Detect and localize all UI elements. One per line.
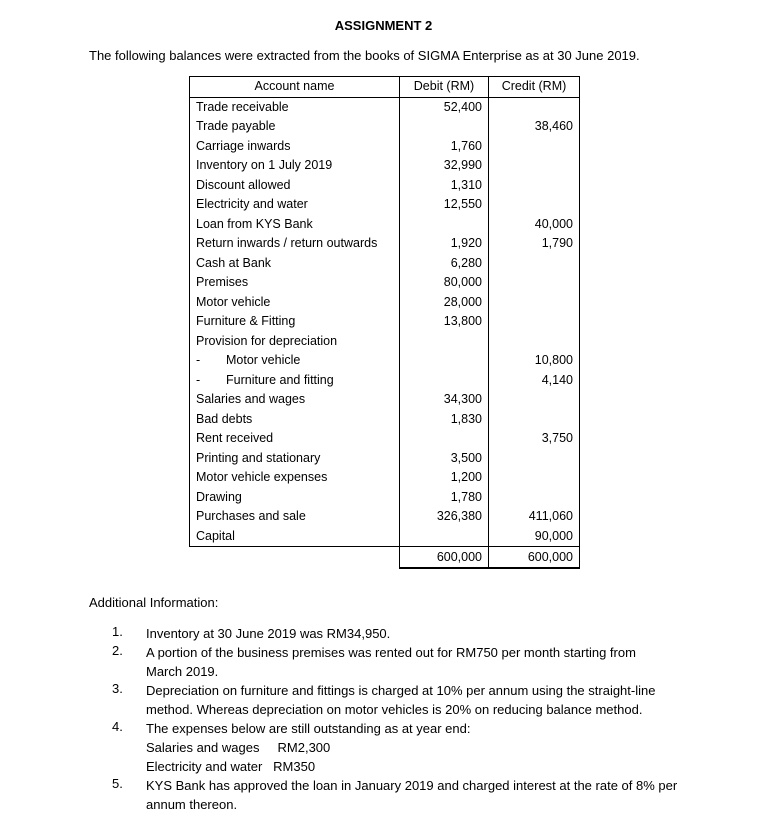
debit-cell: [400, 215, 489, 235]
account-name: Drawing: [196, 489, 242, 504]
table-row: [190, 527, 580, 547]
table-row: [190, 468, 580, 488]
table-row: [190, 254, 580, 274]
credit-cell: [489, 97, 580, 117]
account-name-cell: [190, 97, 400, 117]
table-row: [190, 410, 580, 430]
account-name-cell: [190, 429, 400, 449]
credit-cell: [489, 488, 580, 508]
assignment-title: ASSIGNMENT 2: [334, 18, 433, 33]
account-name-cell: [190, 234, 400, 254]
account-name-cell: [190, 312, 400, 332]
table-row: [190, 332, 580, 352]
account-name: Inventory on 1 July 2019: [196, 158, 333, 172]
intro-text: The following balances were extracted from the books of SIGMA Enterprise as at 30 June 2019.: [89, 48, 640, 63]
account-name: Cash at Bank: [196, 255, 272, 270]
table-row: [190, 97, 580, 117]
account-name: Trade payable: [196, 119, 276, 133]
note-number: 1.: [112, 624, 123, 639]
sub-item-dash: -: [196, 353, 201, 367]
table-row: [190, 312, 580, 332]
note-number: 5.: [112, 776, 123, 791]
account-name: Salaries and wages: [196, 392, 306, 406]
account-name: Provision for depreciation: [196, 333, 338, 348]
account-name-cell: [190, 488, 400, 508]
account-name-cell: [190, 156, 400, 176]
note-item: [0, 624, 767, 643]
note-line: method. Whereas depreciation on motor vehicles is 20% on reducing balance method.: [146, 702, 643, 717]
note-text: [146, 681, 676, 719]
additional-info-heading: Additional Information:: [89, 595, 219, 610]
debit-cell: 13,800: [400, 312, 489, 332]
account-name-cell: [190, 332, 400, 352]
debit-cell: 6,280: [400, 254, 489, 274]
total-debit: 600,000: [400, 547, 489, 569]
note-item: [0, 643, 767, 681]
debit-cell: 52,400: [400, 97, 489, 117]
account-name: Loan from KYS Bank: [196, 216, 313, 231]
debit-cell: 1,830: [400, 410, 489, 430]
debit-cell: [400, 332, 489, 352]
account-name-cell: [190, 273, 400, 293]
note-text: [146, 624, 676, 643]
credit-cell: [489, 176, 580, 196]
credit-cell: 38,460: [489, 117, 580, 137]
note-line: KYS Bank has approved the loan in January 2019 and charged interest at the rate of 8% per: [146, 778, 678, 793]
account-name: Printing and stationary: [196, 450, 321, 465]
account-name: Motor vehicle: [196, 294, 271, 309]
account-name-cell: [190, 390, 400, 410]
table-header-row: [190, 77, 580, 98]
credit-cell: 90,000: [489, 527, 580, 547]
table-row: [190, 156, 580, 176]
account-name-cell: [190, 410, 400, 430]
debit-cell: 12,550: [400, 195, 489, 215]
account-name: Furniture and fitting: [226, 372, 334, 387]
account-name-cell: [190, 449, 400, 469]
account-name: Motor vehicle: [226, 353, 301, 367]
header-account-name: Account name: [190, 77, 400, 98]
account-name-cell: [190, 137, 400, 157]
account-name-cell: [190, 468, 400, 488]
credit-cell: [489, 273, 580, 293]
debit-cell: [400, 351, 489, 371]
table-row: [190, 234, 580, 254]
table-row: [190, 176, 580, 196]
credit-cell: [489, 293, 580, 313]
debit-cell: 80,000: [400, 273, 489, 293]
account-name-cell: [190, 371, 400, 391]
credit-cell: 3,750: [489, 429, 580, 449]
table-row: [190, 351, 580, 371]
credit-cell: [489, 195, 580, 215]
credit-cell: [489, 312, 580, 332]
note-item: [0, 776, 767, 814]
credit-cell: 40,000: [489, 215, 580, 235]
table-row: [190, 371, 580, 391]
note-item: [0, 719, 767, 776]
account-name-cell: [190, 176, 400, 196]
note-line: Electricity and water RM350: [146, 759, 316, 774]
account-name-cell: [190, 117, 400, 137]
debit-cell: 34,300: [400, 390, 489, 410]
credit-cell: [489, 390, 580, 410]
debit-cell: 1,780: [400, 488, 489, 508]
account-name-cell: [190, 215, 400, 235]
note-line: March 2019.: [146, 664, 219, 679]
debit-cell: 1,760: [400, 137, 489, 157]
debit-cell: 326,380: [400, 507, 489, 527]
table-row: [190, 429, 580, 449]
debit-cell: 1,200: [400, 468, 489, 488]
note-line: annum thereon.: [146, 797, 238, 812]
note-item: [0, 681, 767, 719]
debit-cell: 1,920: [400, 234, 489, 254]
table-row: [190, 137, 580, 157]
header-debit: Debit (RM): [400, 77, 489, 98]
account-name: Bad debts: [196, 411, 253, 426]
credit-cell: 4,140: [489, 371, 580, 391]
trial-balance-table: [189, 76, 580, 569]
credit-cell: [489, 254, 580, 274]
table-row: [190, 215, 580, 235]
account-name: Carriage inwards: [196, 138, 291, 153]
credit-cell: 411,060: [489, 507, 580, 527]
credit-cell: [489, 449, 580, 469]
table-row: [190, 449, 580, 469]
account-name: Furniture & Fitting: [196, 314, 296, 328]
note-line: The expenses below are still outstanding as at year end:: [146, 721, 471, 736]
debit-cell: 32,990: [400, 156, 489, 176]
table-row: [190, 390, 580, 410]
credit-cell: [489, 468, 580, 488]
note-text: [146, 643, 676, 681]
account-name-cell: [190, 527, 400, 547]
note-text: [146, 719, 676, 776]
credit-cell: [489, 410, 580, 430]
debit-cell: [400, 117, 489, 137]
account-name-cell: [190, 254, 400, 274]
totals-label-cell: [190, 547, 400, 569]
account-name-cell: [190, 195, 400, 215]
account-name: Rent received: [196, 431, 274, 445]
credit-cell: 1,790: [489, 234, 580, 254]
note-number: 4.: [112, 719, 123, 734]
note-line: A portion of the business premises was rented out for RM750 per month starting from: [146, 645, 636, 660]
note-number: 2.: [112, 643, 123, 658]
table-row: [190, 507, 580, 527]
table-row: [190, 488, 580, 508]
debit-cell: [400, 527, 489, 547]
credit-cell: 10,800: [489, 351, 580, 371]
note-number: 3.: [112, 681, 123, 696]
debit-cell: 28,000: [400, 293, 489, 313]
debit-cell: 3,500: [400, 449, 489, 469]
account-name: Premises: [196, 275, 249, 289]
account-name: Purchases and sale: [196, 509, 306, 523]
total-credit: 600,000: [489, 547, 580, 569]
debit-cell: [400, 371, 489, 391]
table-row: [190, 117, 580, 137]
credit-cell: [489, 137, 580, 157]
account-name-cell: [190, 507, 400, 527]
account-name: Discount allowed: [196, 177, 291, 192]
totals-row: [190, 547, 580, 569]
credit-cell: [489, 332, 580, 352]
table-row: [190, 273, 580, 293]
additional-info-list: [0, 624, 767, 814]
table-row: [190, 293, 580, 313]
account-name: Return inwards / return outwards: [196, 236, 378, 250]
note-line: Inventory at 30 June 2019 was RM34,950.: [146, 626, 391, 641]
account-name-cell: [190, 351, 400, 371]
header-credit: Credit (RM): [489, 77, 580, 98]
account-name: Capital: [196, 528, 235, 543]
note-line: Salaries and wages RM2,300: [146, 740, 331, 755]
account-name: Electricity and water: [196, 197, 308, 211]
account-name: Motor vehicle expenses: [196, 470, 328, 484]
account-name: Trade receivable: [196, 99, 289, 114]
debit-cell: 1,310: [400, 176, 489, 196]
debit-cell: [400, 429, 489, 449]
credit-cell: [489, 156, 580, 176]
account-name-cell: [190, 293, 400, 313]
table-row: [190, 195, 580, 215]
sub-item-dash: -: [196, 372, 201, 387]
note-text: [146, 776, 676, 814]
note-line: Depreciation on furniture and fittings is charged at 10% per annum using the straight-line: [146, 683, 656, 698]
